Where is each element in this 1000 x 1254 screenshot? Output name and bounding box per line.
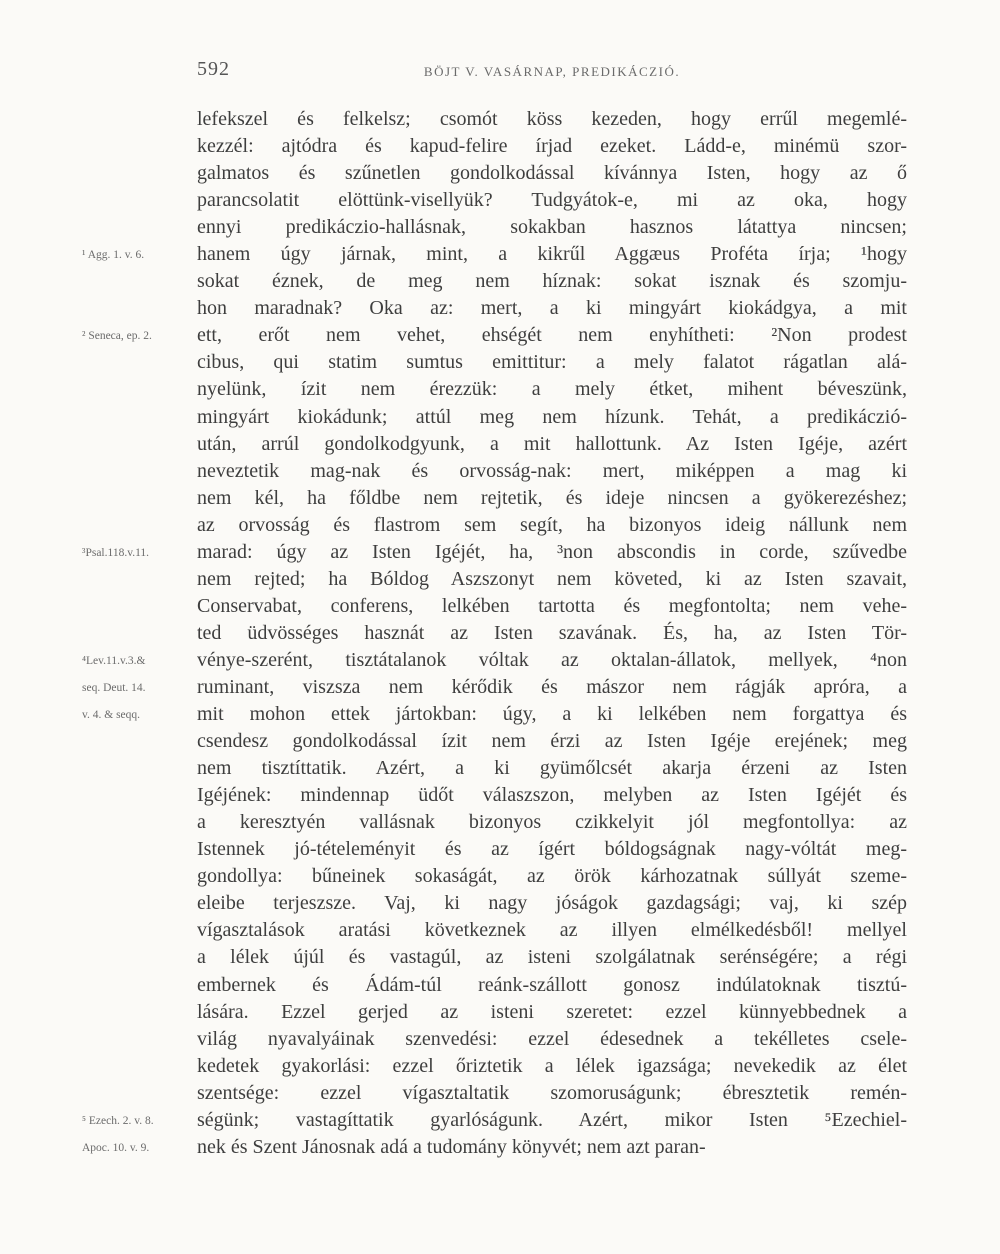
text-line: vígasztalások aratási következnek az illyen elmélkedésből! mellyel: [197, 919, 907, 942]
text-line: a keresztyén vallásnak bizonyos czikkelyit jól megfontollya: az: [197, 811, 907, 834]
text-line: kedetek gyakorlási: ezzel őriztetik a lélek igazsága; nevekedik az élet: [197, 1054, 907, 1077]
text-line: ett, erőt nem vehet, ehségét nem enyhítheti: ²Non prodest: [197, 324, 907, 347]
body-text: [197, 106, 907, 1161]
text-line: cibus, qui statim sumtus emittitur: a mely falatot rágatlan alá-: [197, 351, 907, 374]
text-line: nem rejted; ha Bóldog Aszszonyt nem követed, ki az Isten szavait,: [197, 567, 907, 590]
running-title: BÖJT V. VASÁRNAP, PREDIKÁCZIÓ.: [423, 64, 681, 79]
text-line: parancsolatit elöttünk-visellyük? Tudgyátok-e, mi az oka, hogy: [197, 189, 907, 212]
text-line: szentsége: ezzel vígasztaltatik szomoruságunk; ébresztetik remén-: [197, 1081, 907, 1104]
margin-reference: ² Seneca, ep. 2.: [82, 330, 152, 343]
text-line: nyelünk, ízit nem érezzük: a mely étket, mihent béveszünk,: [197, 378, 907, 401]
margin-reference: ¹ Agg. 1. v. 6.: [82, 249, 145, 262]
margin-reference: Apoc. 10. v. 9.: [82, 1141, 150, 1154]
text-line: mit mohon ettek jártokban: úgy, a ki lelkében nem forgattya és: [197, 703, 907, 726]
margin-notes: [0, 0, 196, 1254]
text-line: Conservabat, conferens, lelkében tartotta és megfontolta; nem vehe-: [197, 594, 907, 617]
text-line: a lélek újúl és vastagúl, az isteni szolgálatnak serénségére; a régi: [197, 946, 907, 969]
margin-reference: ⁴Lev.11.v.3.&: [82, 655, 146, 667]
margin-reference: ³Psal.118.v.11.: [82, 546, 150, 559]
text-line: eleibe terjeszsze. Vaj, ki nagy jóságok gazdagsági; vaj, ki szép: [197, 892, 907, 915]
text-line: mingyárt kiokádunk; attúl meg nem hízunk. Tehát, a predikáczió-: [197, 405, 907, 428]
text-line: sokat éznek, de meg nem híznak: sokat isznak és szomju-: [197, 270, 907, 293]
text-line: világ nyavalyáinak szenvedési: ezzel édesednek a tekélletes csele-: [197, 1027, 907, 1050]
text-line: hon maradnak? Oka az: mert, a ki mingyárt kiokádgya, a mit: [197, 297, 907, 320]
text-line: embernek és Ádám-túl reánk-szállott gonosz indúlatoknak tisztú-: [197, 973, 907, 996]
text-line: csendesz gondolkodással ízit nem érzi az Isten Igéje erejének; meg: [197, 730, 907, 753]
text-line: ségünk; vastagíttatik gyarlóságunk. Azért, mikor Isten ⁵Ezechiel-: [197, 1108, 907, 1131]
margin-reference: seq. Deut. 14.: [82, 682, 146, 695]
text-line: marad: úgy az Isten Igéjét, ha, ³non abscondis in corde, szűvedbe: [197, 540, 907, 563]
text-line: Igéjének: mindennap üdőt válaszszon, melyben az Isten Igéjét és: [197, 784, 907, 807]
text-line: kezzél: ajtódra és kapud-felire írjad ezeket. Ládd-e, minémü szor-: [197, 135, 907, 158]
page-header: [197, 58, 907, 88]
text-line: az orvosság és flastrom sem segít, ha bizonyos ideig nállunk nem: [197, 513, 907, 536]
text-line: lefekszel és felkelsz; csomót köss kezeden, hogy errűl megemlé-: [197, 108, 907, 130]
text-line: vénye-szerént, tisztátalanok vóltak az oktalan-állatok, mellyek, ⁴non: [197, 648, 907, 671]
text-line: lására. Ezzel gerjed az isteni szeretet: ezzel künnyebbednek a: [197, 1000, 907, 1023]
text-line: Istennek jó-tételeményit és az ígért bóldogságnak nagy-vóltát meg-: [197, 838, 907, 861]
margin-reference: v. 4. & seqq.: [82, 709, 141, 722]
text-line: galmatos és szűnetlen gondolkodással kívánnya Isten, hogy az ő: [197, 162, 907, 185]
text-line: ruminant, viszsza nem kérődik és mászor nem rágják apróra, a: [197, 675, 907, 698]
text-line: nek és Szent Jánosnak adá a tudomány könyvét; nem azt paran-: [197, 1135, 706, 1158]
text-line: nem kél, ha főldbe nem rejtetik, és ideje nincsen a gyökerezéshez;: [197, 486, 907, 509]
text-line: után, arrúl gondolkodgyunk, a mit hallottunk. Az Isten Igéje, azért: [197, 432, 907, 455]
text-line: gondollya: bűneinek sokaságát, az örök kárhozatnak súllyát szeme-: [197, 865, 907, 888]
text-line: ennyi predikáczio-hallásnak, sokakban hasznos látattya nincsen;: [197, 216, 907, 239]
page-number: 592: [197, 58, 230, 80]
margin-reference: ⁵ Ezech. 2. v. 8.: [82, 1114, 154, 1127]
text-line: nem tisztíttatik. Azért, a ki gyümőlcsét akarja érzeni az Isten: [197, 757, 907, 780]
text-line: neveztetik mag-nak és orvosság-nak: mert, miképpen a mag ki: [197, 459, 907, 482]
text-line: hanem úgy járnak, mint, a kikrűl Aggæus Proféta írja; ¹hogy: [197, 243, 907, 266]
text-line: ted üdvösséges hasznát az Isten szavának. És, ha, az Isten Tör-: [197, 621, 907, 644]
